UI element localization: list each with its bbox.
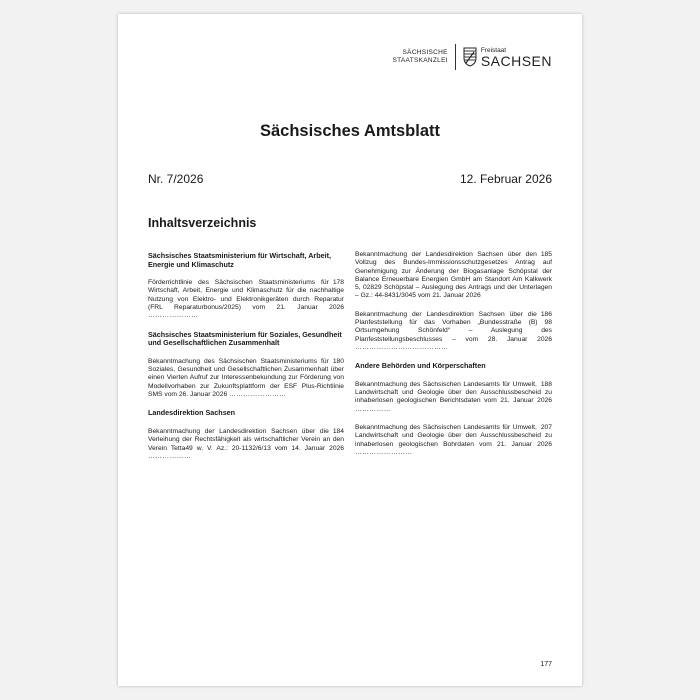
toc-section-heading: Sächsisches Staatsministerium für Soziales, Gesundheit und Gesellschaftlichen Zusammenhalt xyxy=(148,329,342,348)
freistaat-label: Freistaat xyxy=(480,46,507,54)
toc-entry-text: Bekanntmachung des Sächsischen Landesamts für Umwelt, Landwirtschaft und Geologie über den Ausschlussbescheid zu inhaberlosen geologischen Berichtsdaten vom 21. Januar 2026 xyxy=(355,380,552,405)
toc-section-heading: Landesdirektion Sachsen xyxy=(148,408,236,418)
toc-entry-text: Bekanntmachung der Landesdirektion Sachsen über den Vollzug des Bundes-Immissionsschutzgesetzes Antrag auf Genehmigung zur Änderung der Biogasanlage Schöpstal der Balance Erneuerbare Energien GmbH am Standort Am Kalkwerk 5, 02829 Schöpstal – Auslegung des Antrags und der Unterlagen – Gz.: 44-8431/3045 vom 21. Januar 2026 xyxy=(355,251,552,300)
leader-dots: …………… xyxy=(355,405,391,413)
document-title: Sächsisches Amtsblatt xyxy=(259,122,441,140)
toc-entry-page: 186 xyxy=(540,310,552,318)
document-page xyxy=(118,14,582,686)
toc-entry-page: 207 xyxy=(540,424,552,432)
toc-entry-text: Förderrichtlinie des Sächsischen Staatsministeriums für Wirtschaft, Arbeit, Energie und Klimaschutz für die nachhaltige Nutzung von Elektro- und Elektronikgeräten durch Reparatur (FRL Reparaturbonus/2025) vom 21. Januar 2026 xyxy=(148,279,344,312)
toc-section-heading: Sächsisches Staatsministerium für Wirtschaft, Arbeit, Energie und Klimaschutz xyxy=(148,251,332,269)
toc-entry-page: 178 xyxy=(332,279,344,287)
leader-dots: ……………… xyxy=(148,452,192,460)
toc-entry[interactable] xyxy=(148,358,344,399)
toc-entry-text: Bekanntmachung des Sächsischen Landesamts für Umwelt, Landwirtschaft und Geologie über den Ausschlussbescheid zu inhaberlosen geologischen Bohrdaten vom 21. Januar 2026 xyxy=(355,424,552,448)
toc-section-heading: Andere Behörden und Körperschaften xyxy=(355,361,486,371)
toc-entry-page: 180 xyxy=(332,357,344,365)
toc-entry[interactable] xyxy=(355,251,552,301)
toc-entry-page: 184 xyxy=(332,427,344,435)
issue-number: Nr. 7/2026 xyxy=(148,172,204,186)
toc-right-column xyxy=(355,251,552,467)
leader-dots: …………………… xyxy=(355,448,413,456)
government-logo xyxy=(393,44,553,70)
saxony-crest-icon xyxy=(463,47,477,67)
leader-dots: …………………… xyxy=(229,391,287,399)
staatskanzlei-line-2: STAATSKANZLEI xyxy=(392,57,448,64)
leader-dots: ………………… xyxy=(148,312,199,320)
toc-entry[interactable] xyxy=(355,424,552,457)
toc-entry[interactable] xyxy=(148,428,344,461)
toc-entry-page: 188 xyxy=(540,380,552,388)
toc-entry[interactable] xyxy=(355,311,552,352)
toc-entry[interactable] xyxy=(355,381,552,414)
logo-divider xyxy=(455,44,456,70)
toc-entry[interactable] xyxy=(148,279,344,320)
issue-date: 12. Februar 2026 xyxy=(459,172,552,186)
toc-entry-text: Bekanntmachung des Sächsischen Staatsministeriums für Soziales, Gesundheit und Gesellschaftlichen Zusammenhalt über einen Vierten Aufruf zur Interessenbekundung zur Förderung von Modellvorhaben zur Zukunftsplattform der ESF Plus-Richtlinie SMS vom 26. Januar 2026 xyxy=(148,357,344,399)
toc-entry-text: Bekanntmachung der Landesdirektion Sachsen über die Verleihung der Rechtsfähigkeit als wirtschaftlicher Verein an den Verein Tetta49 w. V. Az.: 20-1132/6/13 vom 14. Januar 2026 xyxy=(148,427,344,452)
toc-entry-page: 185 xyxy=(540,251,552,258)
sachsen-label: SACHSEN xyxy=(480,52,552,69)
toc-left-column xyxy=(148,252,344,471)
toc-heading: Inhaltsverzeichnis xyxy=(148,216,257,230)
page-number: 177 xyxy=(540,661,552,668)
toc-entry-text: Bekanntmachung der Landesdirektion Sachsen über die Planfeststellung für das Vorhaben „Bundesstraße (B) 98 Ortsumgehung Schönfeld“ – Auslegung des Planfeststellungsbeschlusses – vom 28. Januar 2026 xyxy=(355,310,552,343)
staatskanzlei-label xyxy=(393,49,448,65)
staatskanzlei-line-1: SÄCHSISCHE xyxy=(402,49,448,56)
leader-dots: ………………………………… xyxy=(355,343,449,351)
